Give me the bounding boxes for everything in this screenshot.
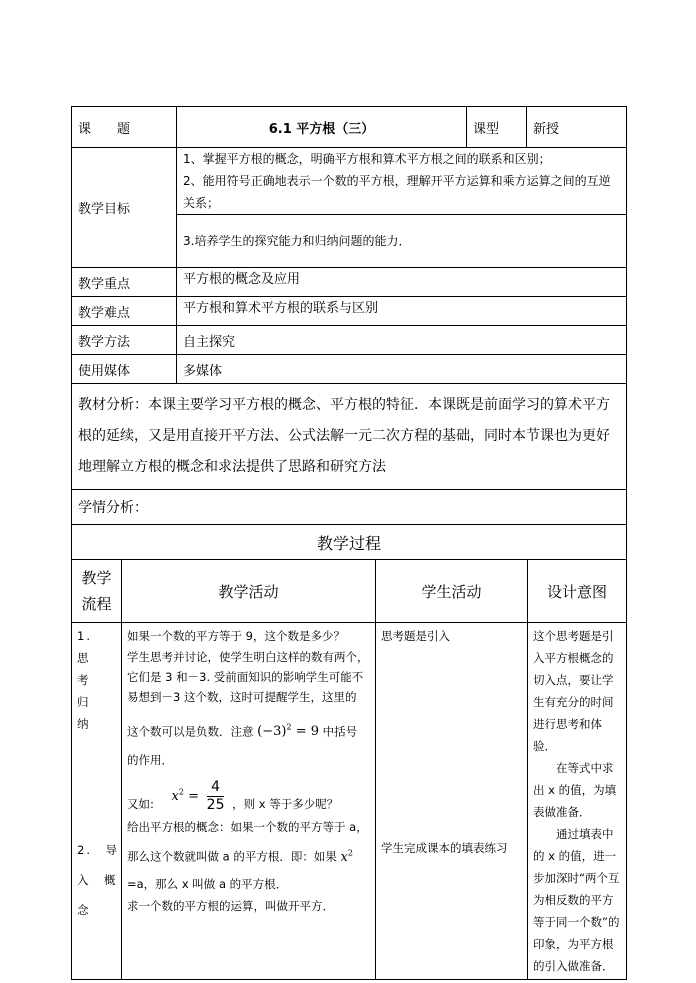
stage-text: 考 归 <box>77 673 104 709</box>
math-var: x <box>171 789 179 805</box>
student-analysis-label: 学情分析： <box>72 490 627 525</box>
type-value: 新授 <box>527 107 627 148</box>
math-var: x <box>340 849 348 865</box>
design-intent <box>528 623 627 980</box>
goals-label: 教学目标 <box>72 148 177 268</box>
difficulty-label: 教学难点 <box>72 297 177 326</box>
stage-text: 1. 思 <box>77 629 106 665</box>
process-body-row <box>72 623 627 980</box>
math-exp: 2 <box>286 723 292 732</box>
fraction-denominator: 25 <box>206 797 225 814</box>
course-label: 课 题 <box>72 107 177 148</box>
goal-item: 3.培养学生的探究能力和归纳问题的能力． <box>177 215 627 268</box>
math-expr <box>257 724 319 739</box>
student-text: 思考题是引入 <box>381 629 450 643</box>
activity-text: 这个数可以是负数．注意 <box>127 724 254 739</box>
math-expr <box>341 850 353 865</box>
col-teacher: 教学活动 <box>122 560 376 623</box>
stage-text: 念 <box>77 903 91 917</box>
media-row <box>72 355 627 384</box>
student-activity <box>376 623 528 980</box>
math-expr: $x^2$ = <box>171 788 199 805</box>
type-label: 课型 <box>467 107 527 148</box>
stage-cell <box>72 623 122 980</box>
activity-line-def <box>127 838 370 872</box>
activity-text: 如果一个数的平方等于 9，这个数是多少？ <box>127 629 345 643</box>
student-text: 学生完成课本的填表练习 <box>381 841 508 855</box>
difficulty-value: 平方根和算术平方根的联系与区别 <box>177 297 627 326</box>
math-exp: 2 <box>347 848 353 858</box>
focus-row <box>72 268 627 297</box>
process-table <box>71 524 627 980</box>
design-text: 这个思考题是引入平方根概念的切入点，要让学生有充分的时间进行思考和体验． <box>533 629 614 753</box>
activity-text: 求一个数的平方根的运算，叫做开平方． <box>127 898 334 913</box>
student-analysis-row <box>72 490 627 525</box>
lesson-plan <box>71 106 626 980</box>
focus-value: 平方根的概念及应用 <box>177 268 627 297</box>
goals-item-1-2 <box>177 148 627 215</box>
process-header-row <box>72 560 627 623</box>
method-label: 教学方法 <box>72 326 177 355</box>
lesson-info-table <box>71 106 627 525</box>
col-stage-line: 教学 <box>81 569 112 587</box>
stage-1 <box>77 625 116 735</box>
difficulty-row <box>72 297 627 326</box>
activity-text: 的作用． <box>127 753 173 768</box>
math-exp: 2 <box>178 788 184 797</box>
stage-text: 纳 <box>77 717 91 731</box>
goal-item: 2、能用符号正确地表示一个数的平方根，理解开平方运算和乘方运算之间的互逆关系； <box>183 174 611 210</box>
process-title: 教学过程 <box>72 525 627 560</box>
header-row <box>72 107 627 148</box>
activity-line-math <box>127 711 370 749</box>
course-title: 6.1 平方根（三） <box>177 107 467 148</box>
fraction <box>207 779 225 814</box>
col-student: 学生活动 <box>376 560 528 623</box>
goals-row-1 <box>72 148 627 215</box>
stage-text: 入 概 <box>77 873 118 887</box>
design-text: 通过填表中的 x 的值，进一步加深时“两个互为相反数的平方等于同一个数”的印象，为平方根的引入做准备． <box>533 827 620 973</box>
material-analysis: 教材分析：本课主要学习平方根的概念、平方根的特征．本课既是前面学习的算术平方根的延续，又是用直接开平方法、公式法解一元二次方程的基础，同时本节课也为更好地理解立方根的概念和求法提供了思路和研究方法 <box>72 384 627 490</box>
method-row <box>72 326 627 355</box>
math-eq: = 9 <box>291 724 319 740</box>
media-label: 使用媒体 <box>72 355 177 384</box>
activity-text: =a，那么 x 叫做 a 的平方根． <box>127 876 288 891</box>
method-value: 自主探究 <box>177 326 627 355</box>
col-stage <box>72 560 122 623</box>
teacher-activity <box>122 623 376 980</box>
media-value: 多媒体 <box>177 355 627 384</box>
activity-text: 又如: <box>127 797 154 812</box>
process-title-row <box>72 525 627 560</box>
stage-2 <box>77 835 119 925</box>
activity-text: 那么这个数就叫做 a 的平方根．即：如果 <box>127 849 337 864</box>
col-stage-line: 流程 <box>81 595 112 613</box>
fraction-numerator: 4 <box>207 779 225 797</box>
activity-text: ，则 x 等于多少呢？ <box>232 797 339 812</box>
activity-text: 学生思考并讨论，使学生明白这样的数有两个，它们是 3 和－3. 受前面知识的影响学生可能不易想到－3 这个数，这时可提醒学生，这里的 <box>127 650 369 704</box>
focus-label: 教学重点 <box>72 268 177 297</box>
goal-item: 1、掌握平方根的概念，明确平方根和算术平方根之间的联系和区别； <box>183 152 551 166</box>
col-design: 设计意图 <box>528 560 627 623</box>
design-text: 在等式中求出 x 的值，为填表做准备． <box>533 761 617 819</box>
activity-text: 给出平方根的概念：如果一个数的平方等于 a， <box>127 820 368 835</box>
stage-text: 2. 导 <box>77 843 119 857</box>
math-base: (−3) <box>257 724 287 740</box>
analysis-row <box>72 384 627 490</box>
activity-line-fraction <box>127 779 370 814</box>
activity-text: 中括号 <box>322 724 358 739</box>
